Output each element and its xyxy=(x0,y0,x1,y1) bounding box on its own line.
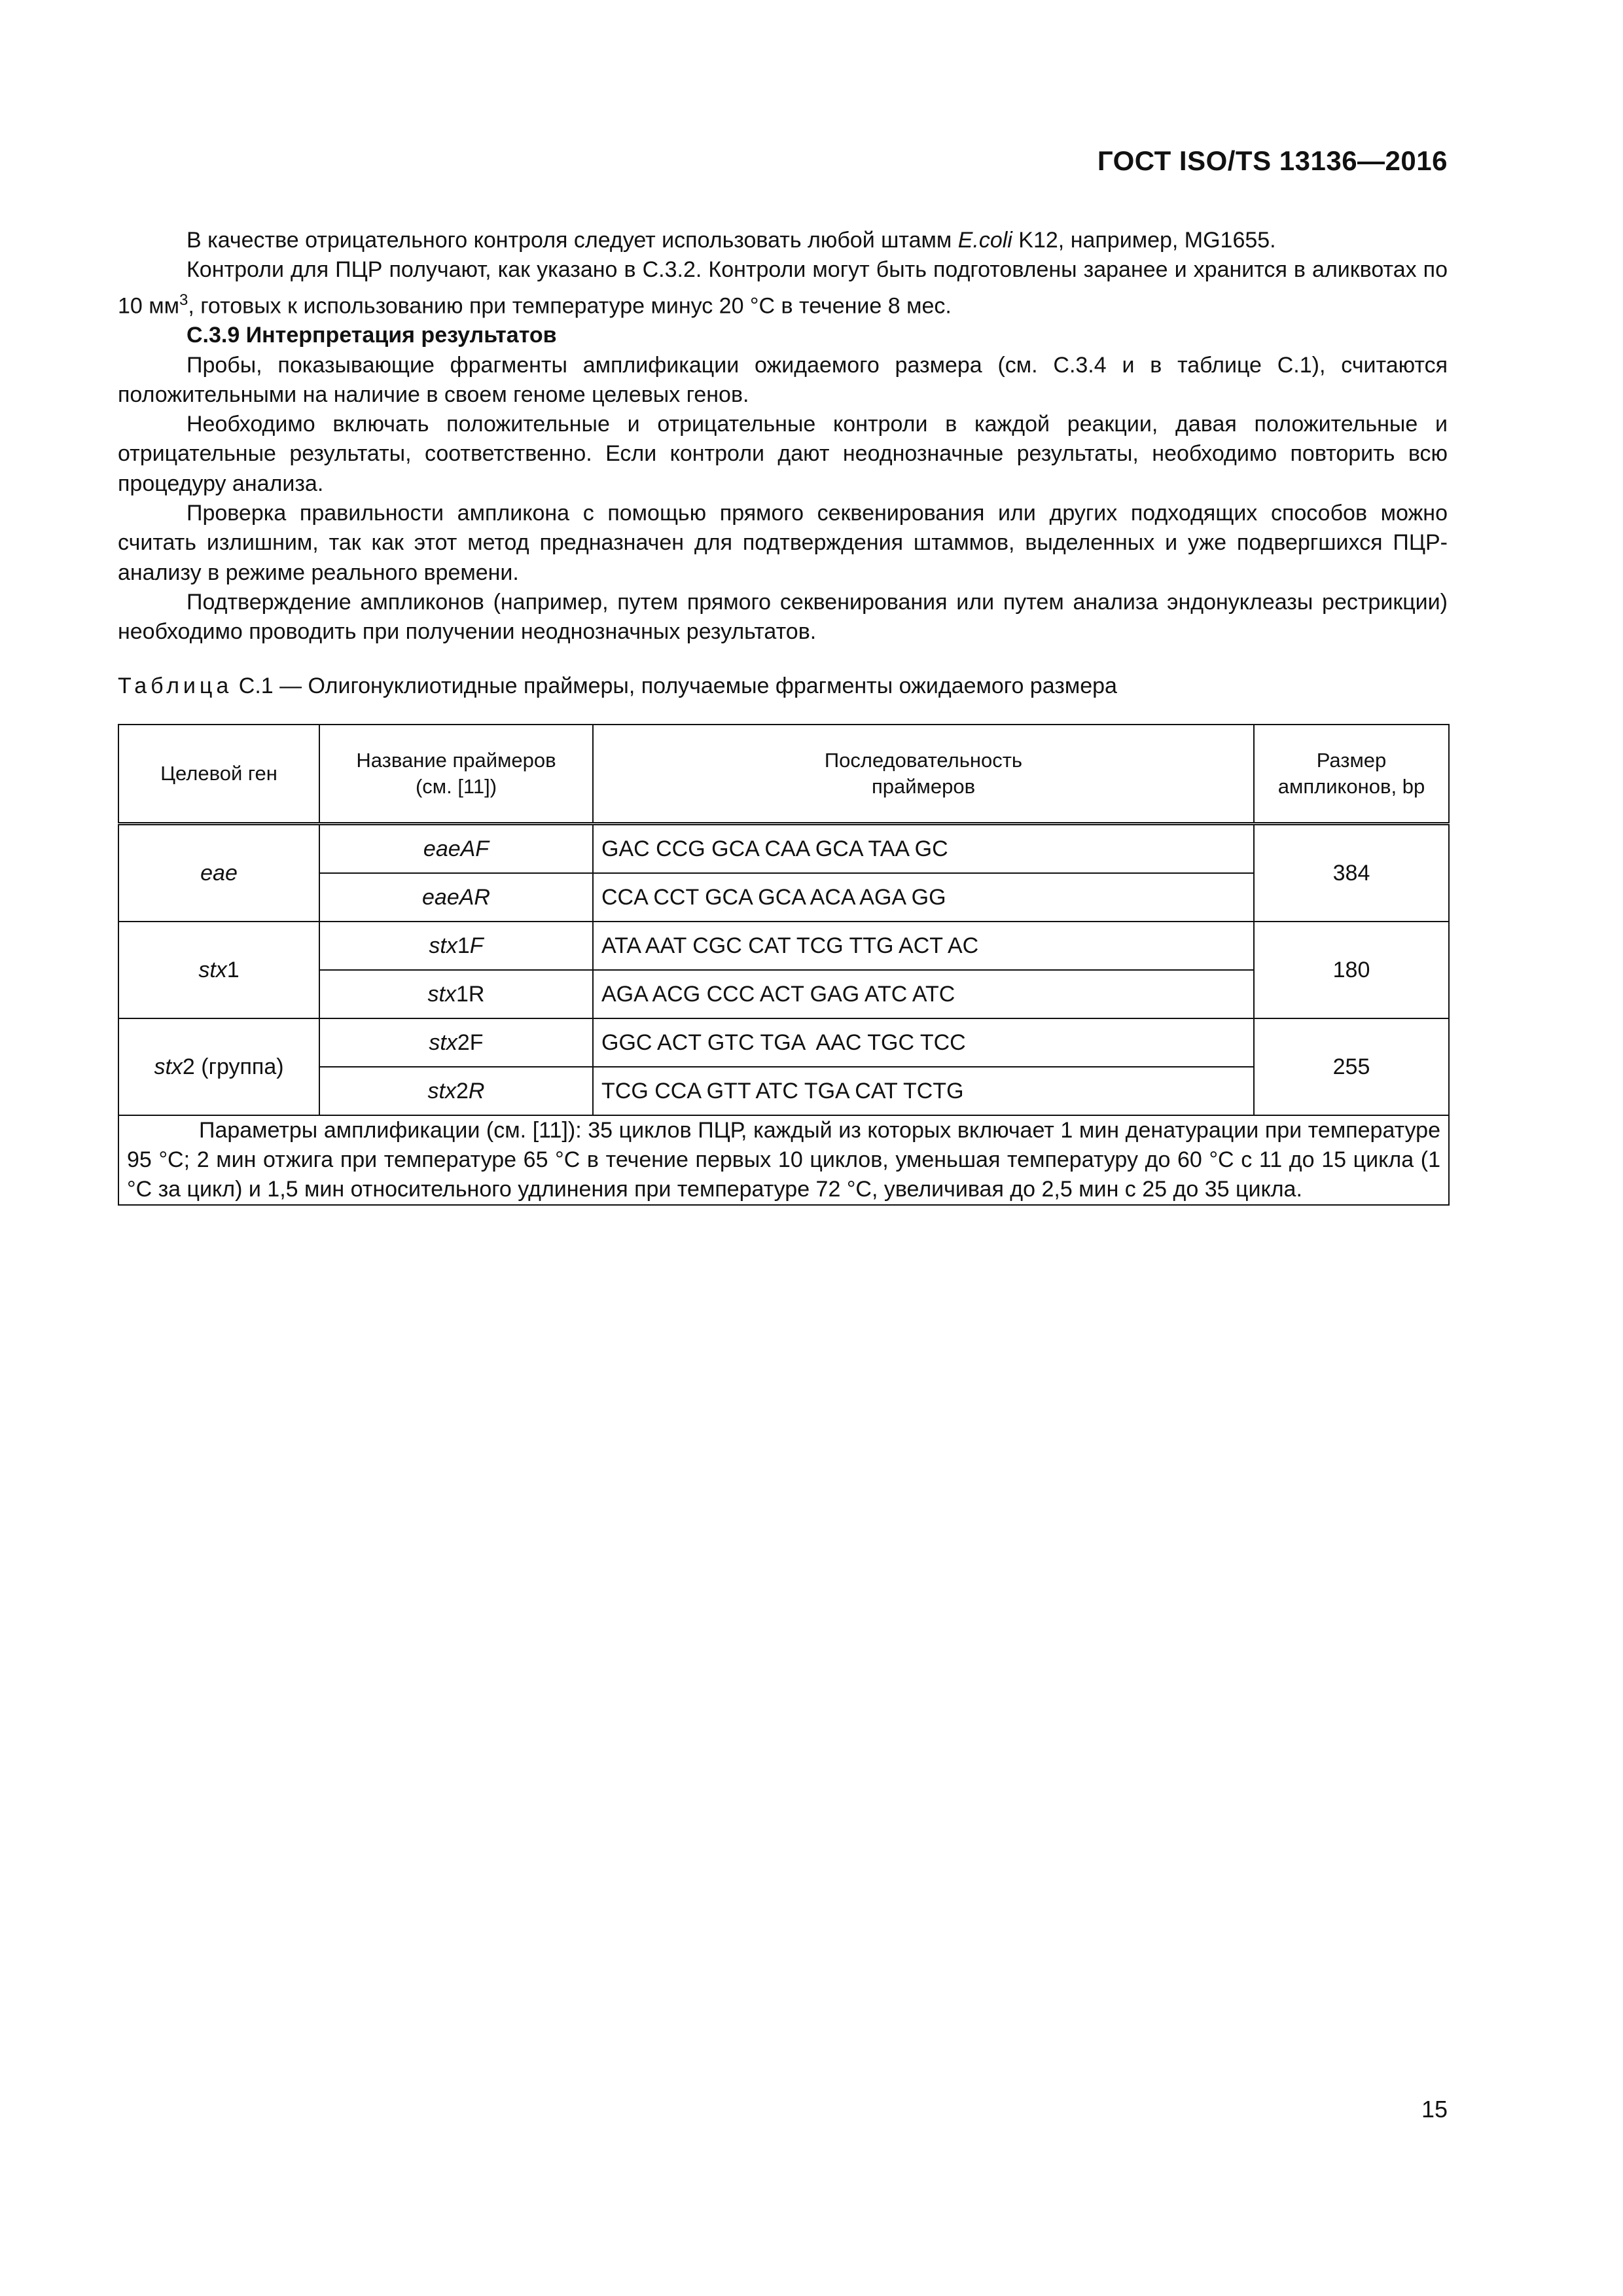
primer-sequence-cell: GAC CCG GCA CAA GCA TAA GC xyxy=(593,824,1254,874)
amplification-parameters-text: Параметры амплификации (см. [11]): 35 циклов ПЦР, каждый из которых включает 1 мин денатурации при температуре 95 °С; 2 мин отжига при температуре 65 °С в течение первых 10 циклов, уменьшая температуру до 60 °С с 11 до 15 цикла (1 °С за цикл) и 1,5 мин относительного удлинения при температуре 72 °С, увеличивая до 2,5 мин с 25 до 35 цикла. xyxy=(127,1118,1440,1202)
section-heading: С.3.9 Интерпретация результатов xyxy=(187,323,557,348)
gene-cell-stx1 xyxy=(118,922,319,1018)
table-row xyxy=(118,1018,1449,1067)
primer-name-cell xyxy=(319,1018,593,1067)
primer-sequence-cell: TCG CCA GTT ATC TGA CAT TCTG xyxy=(593,1067,1254,1115)
primer-name-plain: 1R xyxy=(455,981,485,1007)
primer-name-italic-tail: R xyxy=(468,1078,485,1103)
amplicon-size-cell: 384 xyxy=(1254,824,1449,922)
header-amplicon-size: Размер ампликонов, bp xyxy=(1254,725,1449,824)
header-primer-sequence: Последовательность праймеров xyxy=(593,725,1254,824)
primer-name-cell: eaeAF xyxy=(319,824,593,874)
header-primer-name: Название праймеров (см. [11]) xyxy=(319,725,593,824)
table-caption-prefix: Таблица xyxy=(118,673,233,698)
primers-table xyxy=(118,724,1450,1206)
primer-name-italic: stx xyxy=(429,1030,457,1055)
gene-cell-stx2 xyxy=(118,1018,319,1115)
primer-name-italic-tail: F xyxy=(469,933,484,958)
primer-name-cell: eaeAR xyxy=(319,873,593,922)
gene-italic-part: stx xyxy=(198,957,227,982)
table-row xyxy=(118,922,1449,970)
header-target-gene: Целевой ген xyxy=(118,725,319,824)
table-caption-text: С.1 — Олигонуклиотидные праймеры, получаемые фрагменты ожидаемого размера xyxy=(232,673,1117,698)
primer-sequence-cell: GGC ACT GTC TGA AAC TGC TCC xyxy=(593,1018,1254,1067)
paragraph-positive-samples: Пробы, показывающие фрагменты амплификации ожидаемого размера (см. С.3.4 и в таблице С.1), считаются положительными на наличие в своем геноме целевых генов. xyxy=(118,352,1448,407)
amplicon-size-cell: 255 xyxy=(1254,1018,1449,1115)
paragraph-amplicon-check: Проверка правильности ампликона с помощью прямого секвенирования или других подходящих способов можно считать излишним, так как этот метод предназначен для подтверждения штаммов, выделенных и уже подвергшихся ПЦР-анализу в режиме реального времени. xyxy=(118,501,1448,585)
table-row xyxy=(118,824,1449,874)
primer-name-cell xyxy=(319,922,593,970)
amplification-parameters-note xyxy=(118,1115,1449,1205)
primer-sequence-cell: CCA CCT GCA GCA ACA AGA GG xyxy=(593,873,1254,922)
primer-name-plain: 2 xyxy=(455,1078,469,1103)
gene-plain-part: 2 (группа) xyxy=(182,1054,284,1079)
table-notes-row xyxy=(118,1115,1449,1205)
primer-sequence-cell: ATA AAT CGC CAT TCG TTG ACT AC xyxy=(593,922,1254,970)
page-number: 15 xyxy=(1421,2096,1448,2123)
document-code-header: ГОСТ ISO/TS 13136—2016 xyxy=(1097,145,1448,176)
paragraph-pcr-controls: Контроли для ПЦР получают, как указано в С.3.2. Контроли могут быть подготовлены заранее и хранится в аликвотах по 10 $мм^3$, готовых к использованию при температуре минус 20 °С в течение 8 мес. xyxy=(118,257,1448,318)
primer-name-italic: stx xyxy=(429,933,457,958)
primer-name-cell xyxy=(319,1067,593,1115)
primer-name-plain: 2F xyxy=(457,1030,484,1055)
paragraph-include-controls: Необходимо включать положительные и отрицательные контроли в каждой реакции, давая положительные и отрицательные результаты, соответственно. Если контроли дают неоднозначные результаты, необходимо повторить всю процедуру анализа. xyxy=(118,412,1448,496)
primer-name-plain: 1 xyxy=(457,933,470,958)
primer-sequence-cell: AGA ACG CCC ACT GAG ATC ATC xyxy=(593,970,1254,1018)
table-caption xyxy=(118,673,1117,699)
primer-name-italic: stx xyxy=(427,981,456,1007)
body-text xyxy=(118,226,1448,647)
gene-italic-part: stx xyxy=(154,1054,183,1079)
primer-name-cell xyxy=(319,970,593,1018)
gene-cell-eae: eae xyxy=(118,824,319,922)
amplicon-size-cell: 180 xyxy=(1254,922,1449,1018)
paragraph-negative-control: В качестве отрицательного контроля следует использовать любой штамм E.coli K12, например, MG1655. xyxy=(187,228,1276,253)
table-header-row xyxy=(118,725,1449,824)
paragraph-amplicon-confirmation: Подтверждение ампликонов (например, путем прямого секвенирования или путем анализа эндонуклеазы рестрикции) необходимо проводить при получении неоднозначных результатов. xyxy=(118,589,1448,645)
gene-plain-part: 1 xyxy=(226,957,240,982)
primer-name-italic: stx xyxy=(427,1078,456,1103)
